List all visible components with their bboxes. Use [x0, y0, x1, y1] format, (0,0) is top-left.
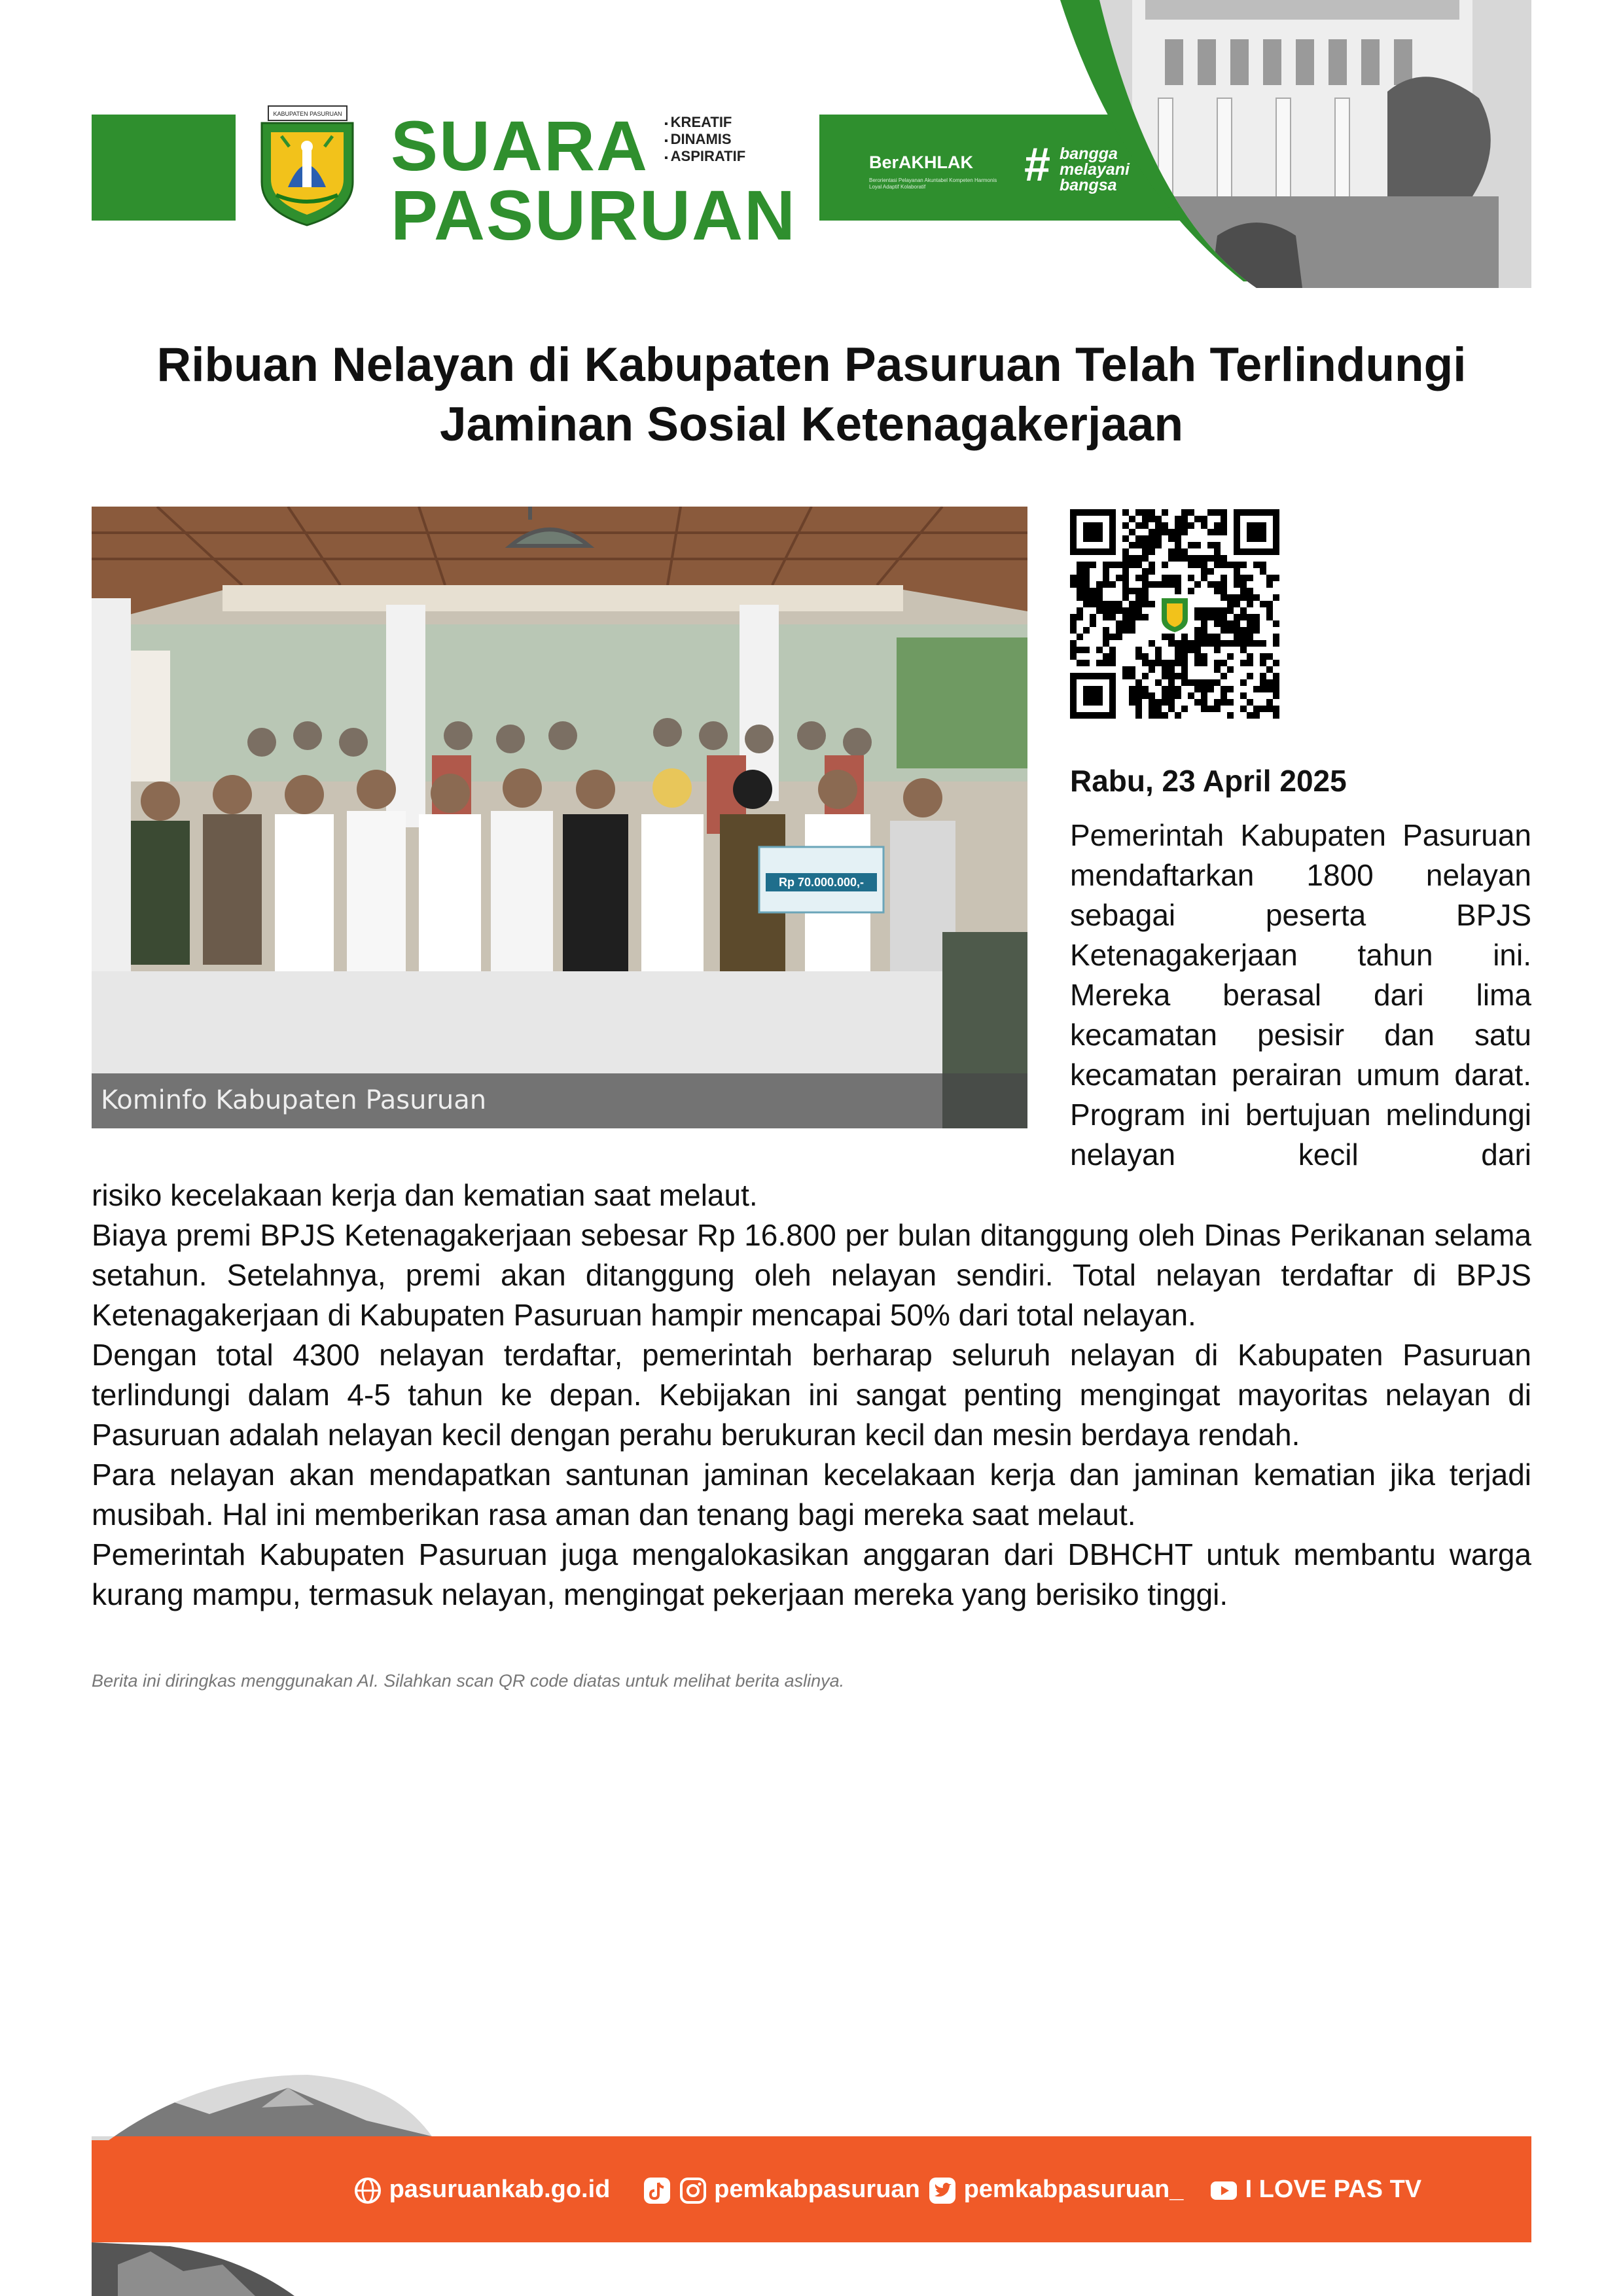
youtube-icon	[1209, 2176, 1238, 2205]
footer-youtube-link[interactable]: I LOVE PAS TV	[1209, 2176, 1421, 2205]
office-building-photo	[1021, 0, 1531, 288]
photo-caption-bar	[92, 1073, 1027, 1128]
tagline-item: ▪ KREATIF	[664, 114, 745, 131]
svg-text:Rp 70.000.000,-: Rp 70.000.000,-	[778, 876, 865, 889]
pasuruan-crest-logo	[257, 103, 358, 228]
tiktok-icon	[643, 2176, 671, 2205]
photo-caption: Kominfo Kabupaten Pasuruan	[101, 1085, 487, 1115]
article-photo	[92, 507, 1027, 1128]
brand-line-2: PASURUAN	[391, 175, 797, 255]
article-title: Ribuan Nelayan di Kabupaten Pasuruan Telah Terlindungi Jaminan Sosial Ketenagakerjaan	[156, 338, 1467, 452]
article-paragraph-1-side: Pemerintah Kabupaten Pasuruan mendaftarkan 1800 nelayan sebagai peserta BPJS Ketenagakerjaan tahun ini. Mereka berasal dari lima kecamatan pesisir dan satu kecamatan perairan umum darat. Program ini bertujuan melindungi nelayan kecil dari	[1070, 818, 1531, 1172]
article-paragraph-3: Dengan total 4300 nelayan terdaftar, pemerintah berharap seluruh nelayan di Kabupaten Pasuruan terlindungi dalam 4-5 tahun ke depan. Kebijakan ini sangat penting mengingat mayoritas nelayan di Pasuruan adalah nelayan kecil dengan perahu berukuran kecil dan mesin berdaya rendah.	[92, 1338, 1531, 1452]
article-paragraph-5: Pemerintah Kabupaten Pasuruan juga mengalokasikan anggaran dari DBHCHT untuk membantu warga kurang mampu, termasuk nelayan, mengingat pekerjaan mereka yang berisiko tinggi.	[92, 1537, 1531, 1611]
globe-icon	[353, 2176, 382, 2205]
bangga-melayani-bangsa-logo: bangga melayani bangsa	[1060, 145, 1130, 194]
article-paragraph-1-continued: risiko kecelakaan kerja dan kematian saat melaut.	[92, 1178, 758, 1212]
hashtag-icon: #	[1024, 139, 1051, 191]
berakhlak-logo: BerAKHLAK	[869, 152, 974, 172]
tagline-item: ▪ DINAMIS	[664, 131, 745, 148]
berakhlak-subtext: Berorientasi Pelayanan Akuntabel Kompeten Harmonis Loyal Adaptif Kolaboratif	[869, 177, 997, 190]
qr-code[interactable]	[1070, 509, 1279, 719]
footer-website-link[interactable]: pasuruankab.go.id	[353, 2176, 610, 2205]
footer-twitter-link[interactable]: pemkabpasuruan_	[928, 2176, 1183, 2205]
group-photo-image	[92, 507, 1027, 1128]
ai-summary-note: Berita ini diringkas menggunakan AI. Silahkan scan QR code diatas untuk melihat berita aslinya.	[92, 1671, 845, 1691]
twitter-icon	[928, 2176, 957, 2205]
article-body	[92, 1175, 1531, 1615]
instagram-icon	[679, 2176, 707, 2205]
tagline	[664, 114, 745, 165]
article-paragraph-4: Para nelayan akan mendapatkan santunan jaminan kecelakaan kerja dan jaminan kematian jika terjadi musibah. Hal ini memberikan rasa aman dan tenang bagi mereka saat melaut.	[92, 1458, 1531, 1532]
svg-text:KABUPATEN PASURUAN: KABUPATEN PASURUAN	[273, 111, 342, 117]
header-green-block-left	[92, 115, 236, 221]
footer-social-link[interactable]: pemkabpasuruan	[643, 2176, 920, 2205]
article-paragraph-2: Biaya premi BPJS Ketenagakerjaan sebesar Rp 16.800 per bulan ditanggung oleh Dinas Perikanan selama setahun. Setelahnya, premi akan ditanggung oleh nelayan sendiri. Total nelayan terdaftar di BPJS Ketenagakerjaan di Kabupaten Pasuruan hampir mencapai 50% dari total nelayan.	[92, 1218, 1531, 1332]
tagline-item: ▪ ASPIRATIF	[664, 148, 745, 165]
article-date: Rabu, 23 April 2025	[1070, 764, 1347, 798]
brand-line-1: SUARA	[391, 106, 649, 185]
